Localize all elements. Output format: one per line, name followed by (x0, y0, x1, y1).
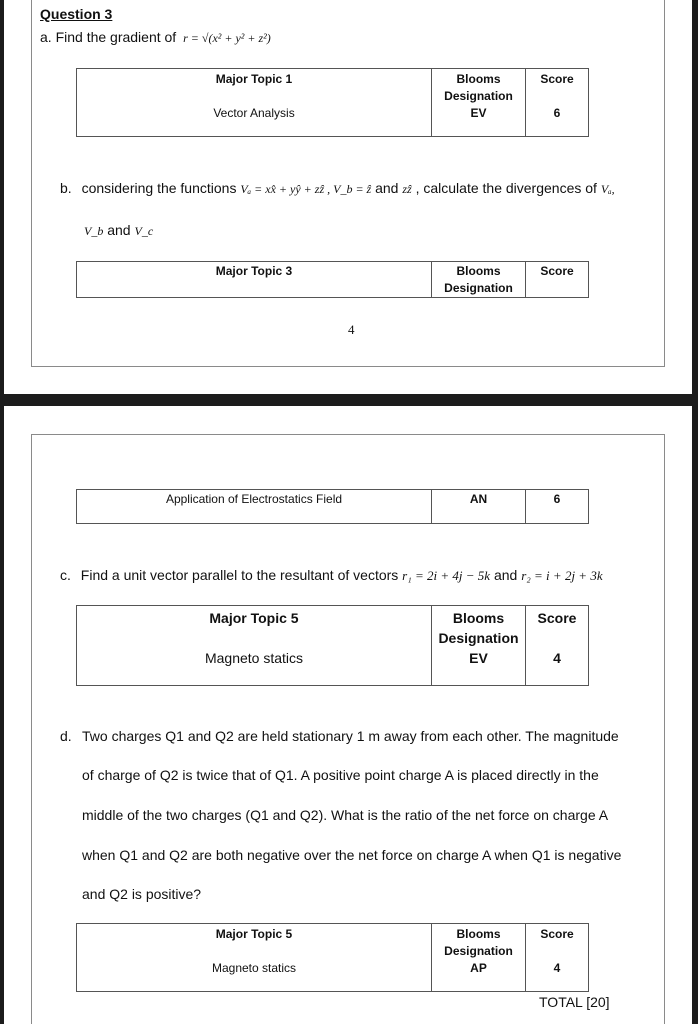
score-header: Score (540, 72, 574, 86)
part-b-question-line-1 (60, 180, 615, 197)
part-b-text: considering the functions (81, 180, 237, 196)
part-c-text: and (493, 567, 518, 583)
blooms-value: AN (469, 492, 488, 506)
part-d-line-4: when Q1 and Q2 are both negative over the net force on charge A when Q1 is negative (82, 847, 622, 863)
topic-name: Magneto statics (204, 650, 304, 666)
part-c-table (76, 605, 589, 686)
part-b-formula-3: Vₐ, (600, 182, 615, 196)
part-d-line-3: middle of the two charges (Q1 and Q2). What is the ratio of the net force on charge A (82, 807, 609, 823)
blooms-header: Blooms (456, 264, 501, 278)
score-header: Score (537, 610, 577, 626)
score-value: 4 (553, 961, 561, 975)
topic-name: Magneto statics (211, 961, 297, 975)
question-title: Question 3 (40, 6, 113, 22)
part-b-text: , calculate the divergences of (415, 180, 597, 196)
score-header: Score (540, 927, 574, 941)
part-c-question (60, 567, 603, 584)
score-header: Score (540, 264, 574, 278)
part-a-formula: r = √(x² + y² + z²) (183, 31, 271, 45)
part-a-question (40, 29, 271, 46)
continued-table (76, 489, 589, 524)
exam-page-1 (4, 0, 692, 394)
part-c-formula-1: r₁ = 2i + 4j − 5k (402, 568, 491, 583)
blooms-header: Blooms (456, 927, 501, 941)
part-b-formula-4: V_b (84, 224, 104, 238)
topic-header: Major Topic 1 (215, 72, 293, 86)
part-b-label: b. (60, 180, 72, 196)
part-d-label: d. (60, 728, 72, 744)
part-b-formula-1: Vₐ = xx̂ + yŷ + zẑ , V_b = ẑ (240, 182, 372, 196)
blooms-header: Blooms (456, 72, 501, 86)
designation-header: Designation (444, 944, 513, 958)
part-b-table (76, 261, 589, 298)
designation-header: Designation (444, 281, 513, 295)
part-b-text: and (375, 180, 399, 196)
part-d-line-5: and Q2 is positive? (82, 886, 202, 902)
topic-name: Application of Electrostatics Field (165, 492, 343, 506)
part-b-text: and (107, 222, 131, 238)
topic-header: Major Topic 5 (209, 610, 299, 626)
topic-header: Major Topic 5 (215, 927, 293, 941)
part-b-formula-2: zẑ (402, 182, 412, 196)
part-a-table (76, 68, 589, 137)
blooms-header: Blooms (452, 610, 505, 626)
blooms-value: AP (470, 961, 487, 975)
exam-page-2 (4, 406, 692, 1024)
total-score: TOTAL [20] (539, 994, 610, 1010)
topic-header: Major Topic 3 (215, 264, 293, 278)
part-b-question-line-2 (84, 222, 153, 239)
part-c-label: c. (60, 567, 71, 583)
part-d-line-1: Two charges Q1 and Q2 are held stationary 1 m away from each other. The magnitude (82, 728, 619, 744)
score-value: 6 (553, 492, 561, 506)
part-d-line-2: of charge of Q2 is twice that of Q1. A positive point charge A is placed directly in the (82, 767, 599, 783)
part-a-label: a. Find the gradient of (40, 29, 177, 45)
score-value: 4 (553, 650, 561, 666)
designation-header: Designation (444, 89, 513, 103)
page-number: 4 (348, 322, 355, 337)
part-c-text: Find a unit vector parallel to the resultant of vectors (80, 567, 399, 583)
score-value: 6 (553, 106, 561, 120)
blooms-value: EV (470, 106, 487, 120)
part-c-formula-2: r₂ = i + 2j + 3k (521, 568, 603, 583)
topic-name: Vector Analysis (213, 106, 295, 120)
part-b-formula-5: V_c (134, 224, 154, 238)
designation-header: Designation (438, 630, 519, 646)
blooms-value: EV (469, 650, 488, 666)
part-d-table (76, 923, 589, 992)
